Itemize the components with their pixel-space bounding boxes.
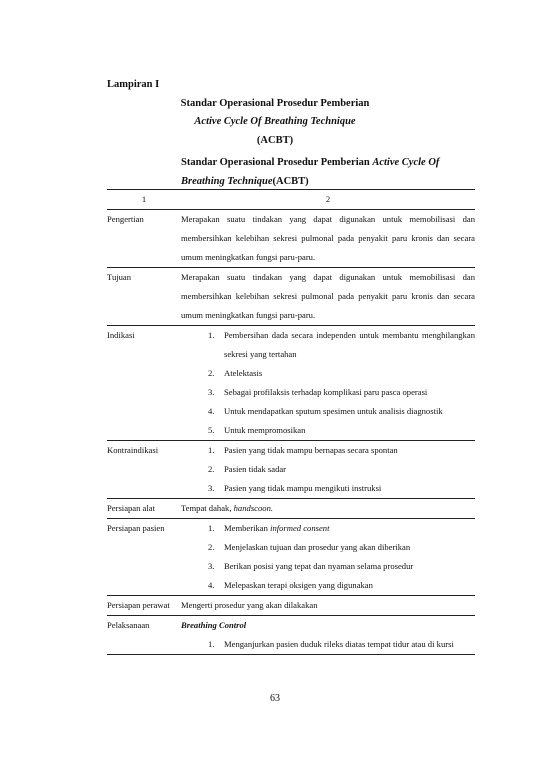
list-text: Melepaskan terapi oksigen yang digunakan (224, 580, 373, 590)
list-text: Untuk mendapatkan sputum spesimen untuk analisis diagnostik (224, 406, 443, 416)
content-italic: handscoon. (233, 503, 274, 513)
numbered-list (181, 635, 475, 654)
list-number: 1. (208, 330, 215, 340)
list-number: 1. (208, 445, 215, 455)
table-row-persiapan-perawat (107, 596, 475, 616)
row-content: Merapakan suatu tindakan yang dapat digunakan untuk memobilisasi dan membersihkan kelebihan sekresi pulmonal pada penyakit paru kronis dan secara umum meningkatkan fungsi paru-paru. (181, 210, 475, 268)
row-content: Mengerti prosedur yang akan dilakakan (181, 596, 475, 616)
table-row-persiapan-alat (107, 499, 475, 519)
list-number: 1. (208, 523, 215, 533)
table-title-regular: Standar Operasional Prosedur Pemberian (181, 157, 373, 168)
table-row-persiapan-pasien (107, 519, 475, 596)
appendix-label: Lampiran I (107, 79, 160, 90)
document-title-line-2: Active Cycle Of Breathing Technique (194, 116, 356, 127)
list-text: Memberikan (224, 523, 271, 533)
table-title (181, 153, 475, 191)
list-item (181, 364, 475, 383)
content-regular: Tempat dahak, (181, 503, 234, 513)
row-content (181, 616, 475, 655)
sop-table (107, 189, 475, 655)
row-label: Pengertian (107, 210, 181, 268)
table-row-pengertian (107, 210, 475, 268)
list-text: Berikan posisi yang tepat dan nyaman selama prosedur (224, 561, 414, 571)
list-number: 4. (208, 580, 215, 590)
table-row-tujuan (107, 268, 475, 326)
row-content (181, 499, 475, 519)
row-content (181, 519, 475, 596)
list-text: Menjelaskan tujuan dan prosedur yang akan diberikan (224, 542, 411, 552)
list-text: Pasien tidak sadar (224, 464, 287, 474)
table-row-pelaksanaan (107, 616, 475, 655)
list-item (181, 538, 475, 557)
table-title-suffix: (ACBT) (272, 176, 309, 187)
list-text: Atelektasis (224, 368, 263, 378)
table-row-indikasi (107, 326, 475, 441)
row-label: Persiapan alat (107, 499, 181, 519)
list-item (181, 402, 475, 421)
column-number-row (107, 190, 475, 210)
list-number: 5. (208, 425, 215, 435)
row-label: Pelaksanaan (107, 616, 181, 655)
numbered-list (181, 441, 475, 498)
row-content (181, 326, 475, 441)
list-number: 2. (208, 542, 215, 552)
list-text: Pembersihan dada secara independen untuk membantu menghilangkan sekresi yang tertahan (224, 330, 475, 359)
table-title-italic-2: Breathing Technique (181, 176, 273, 187)
row-content (181, 441, 475, 499)
list-number: 2. (208, 368, 215, 378)
list-item (181, 519, 475, 538)
list-item (181, 557, 475, 576)
document-title-line-1: Standar Operasional Prosedur Pemberian (180, 98, 370, 109)
row-label: Persiapan perawat (107, 596, 181, 616)
list-item (181, 421, 475, 440)
list-item (181, 479, 475, 498)
list-number: 4. (208, 406, 215, 416)
list-number: 3. (208, 561, 215, 571)
column-number-1: 1 (107, 190, 181, 210)
list-text: Untuk mempromosikan (224, 425, 306, 435)
row-label: Persiapan pasien (107, 519, 181, 596)
list-number: 1. (208, 639, 215, 649)
list-text: Sebagai profilaksis terhadap komplikasi paru pasca operasi (224, 387, 428, 397)
row-label: Tujuan (107, 268, 181, 326)
list-item (181, 441, 475, 460)
numbered-list (181, 326, 475, 440)
section-subtitle: Breathing Control (181, 620, 247, 630)
list-item (181, 326, 475, 364)
list-text: Menganjurkan pasien duduk rileks diatas tempat tidur atau di kursi (224, 639, 454, 649)
row-label: Kontraindikasi (107, 441, 181, 499)
list-text-italic: informed consent (270, 523, 330, 533)
list-text: Pasien yang tidak mampu mengikuti instruksi (224, 483, 382, 493)
list-number: 2. (208, 464, 215, 474)
list-item (181, 460, 475, 479)
list-item (181, 576, 475, 595)
row-label: Indikasi (107, 326, 181, 441)
table-title-italic-1: Active Cycle Of (372, 157, 440, 168)
list-number: 3. (208, 387, 215, 397)
row-content: Merapakan suatu tindakan yang dapat digunakan untuk memobilisasi dan membersihkan kelebihan sekresi pulmonal pada penyakit paru kronis dan secara umum meningkatkan fungsi paru-paru. (181, 268, 475, 326)
list-item (181, 383, 475, 402)
column-number-2: 2 (181, 190, 475, 210)
list-number: 3. (208, 483, 215, 493)
page-number: 63 (270, 693, 280, 704)
table-row-kontraindikasi (107, 441, 475, 499)
numbered-list (181, 519, 475, 595)
document-title-line-3: (ACBT) (256, 135, 294, 146)
list-item (181, 635, 475, 654)
list-text: Pasien yang tidak mampu bernapas secara spontan (224, 445, 398, 455)
